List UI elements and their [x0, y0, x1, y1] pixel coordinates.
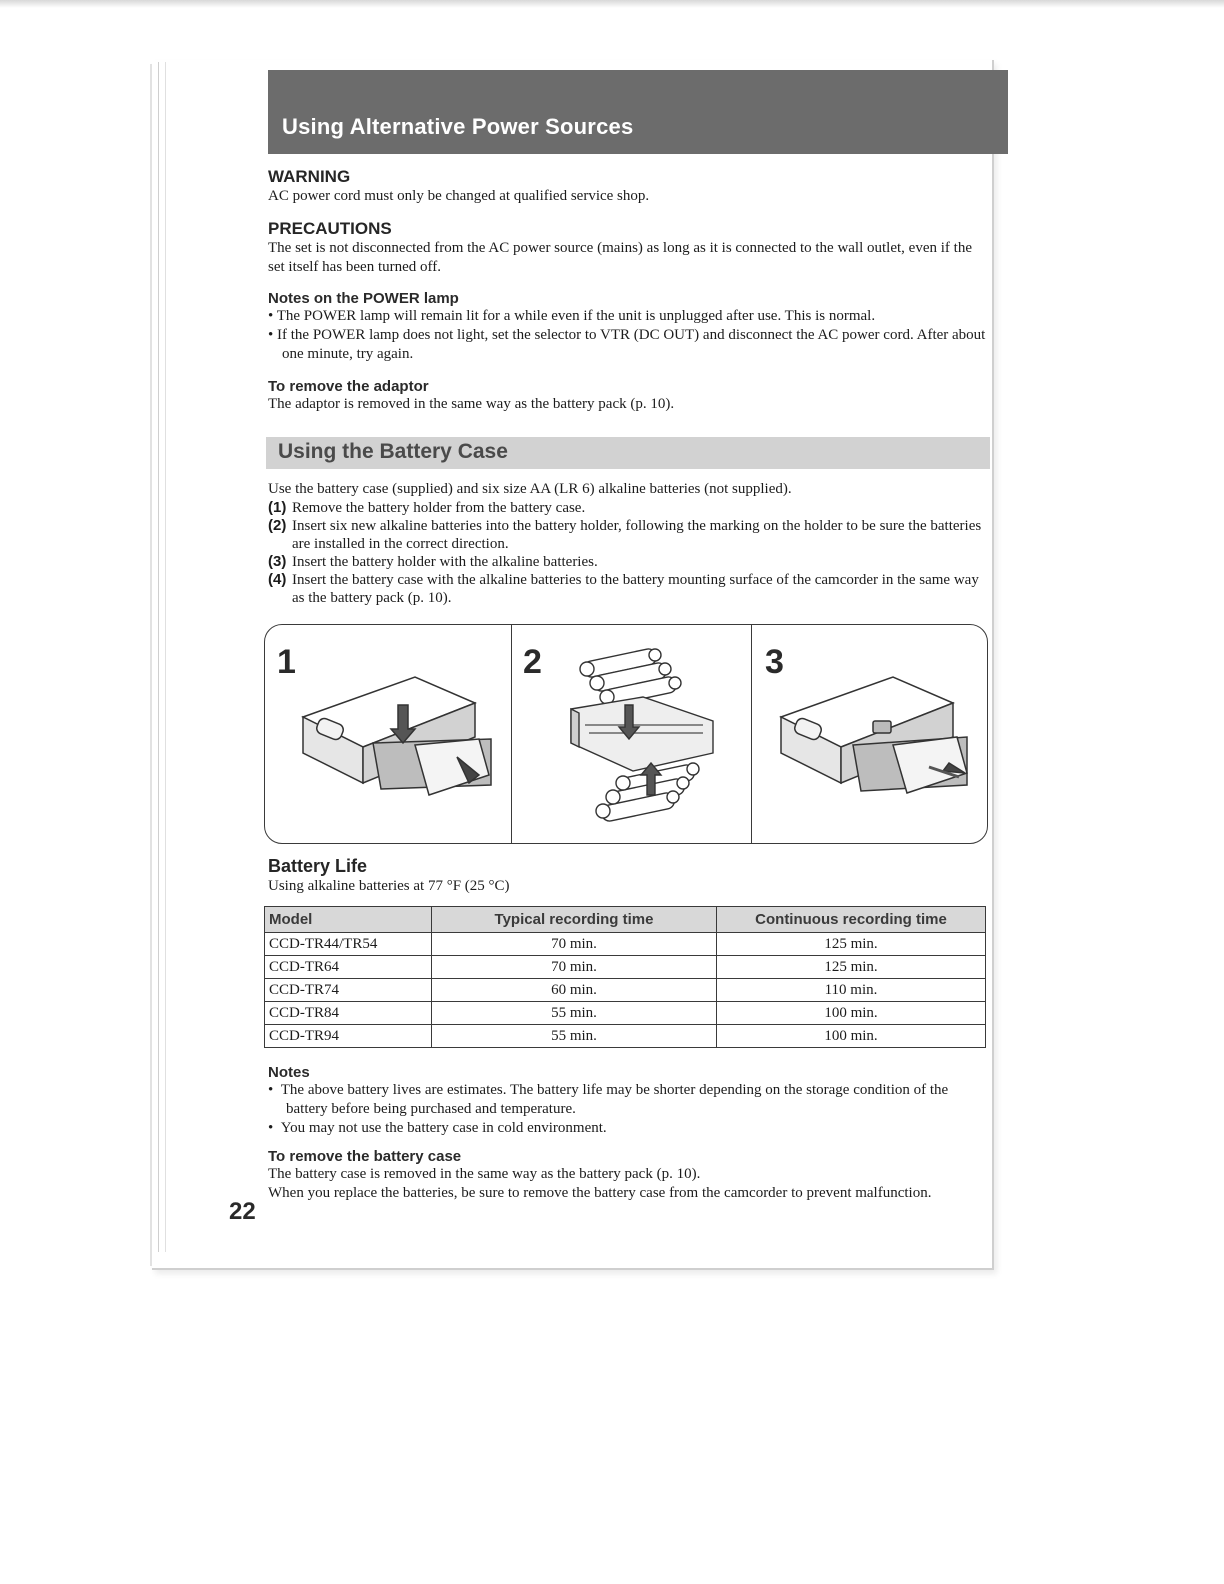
continuous-time-cell: 125 min. — [717, 956, 986, 979]
continuous-time-cell: 100 min. — [717, 1025, 986, 1048]
model-cell: CCD-TR94 — [265, 1025, 432, 1048]
battery-case-instructions — [268, 480, 988, 607]
figure-panel-1 — [265, 625, 511, 843]
battery-case-intro: Use the battery case (supplied) and six size AA (LR 6) alkaline batteries (not supplied). — [268, 481, 792, 497]
battery-life-table-wrap — [264, 906, 986, 1048]
continuous-time-cell: 110 min. — [717, 979, 986, 1002]
warning-text: AC power cord must only be changed at qualified service shop. — [268, 188, 650, 204]
remove-adaptor-section — [268, 378, 988, 414]
column-header: Model — [265, 907, 432, 933]
typical-time-cell: 55 min. — [432, 1025, 717, 1048]
remove-battery-case-section — [268, 1148, 988, 1203]
list-item: • If the POWER lamp does not light, set the selector to VTR (DC OUT) and disconnect the AC power cord. After about one minute, try again. — [268, 327, 986, 362]
panel-number: 1 — [277, 643, 296, 681]
column-header: Continuous recording time — [717, 907, 986, 933]
step-item: (3) Insert the battery holder with the alkaline batteries. — [268, 553, 598, 570]
power-lamp-heading: Notes on the POWER lamp — [268, 290, 459, 307]
model-cell: CCD-TR74 — [265, 979, 432, 1002]
list-item: • The above battery lives are estimates. The battery life may be shorter depending on the storage condition of the battery before being purchased and temperature. — [268, 1082, 949, 1117]
continuous-time-cell: 125 min. — [717, 933, 986, 956]
model-cell: CCD-TR64 — [265, 956, 432, 979]
panel-number: 2 — [523, 643, 542, 681]
typical-time-cell: 55 min. — [432, 1002, 717, 1025]
column-header: Typical recording time — [432, 907, 717, 933]
typical-time-cell: 60 min. — [432, 979, 717, 1002]
model-cell: CCD-TR84 — [265, 1002, 432, 1025]
list-item: • You may not use the battery case in cold environment. — [268, 1120, 607, 1136]
section-title: Using the Battery Case — [278, 440, 508, 463]
battery-life-section — [268, 856, 988, 896]
warning-heading: WARNING — [268, 167, 351, 186]
table-row — [265, 1002, 986, 1025]
step-item: (2) Insert six new alkaline batteries into the battery holder, following the marking on the holder to be sure the batteries are installed in the correct direction. — [268, 517, 982, 552]
warning-section — [268, 167, 988, 206]
panel-number: 3 — [765, 643, 784, 681]
precautions-section — [268, 219, 988, 277]
page-number: 22 — [229, 1198, 256, 1225]
battery-case-illustration — [264, 624, 988, 844]
page-title: Using Alternative Power Sources — [282, 114, 634, 139]
notes-heading: Notes — [268, 1064, 310, 1081]
battery-case-icon — [265, 625, 511, 843]
battery-case-inserted-icon — [753, 625, 987, 843]
step-item: (1) Remove the battery holder from the battery case. — [268, 499, 586, 516]
table-row — [265, 979, 986, 1002]
remove-adaptor-heading: To remove the adaptor — [268, 378, 429, 395]
header-band — [268, 70, 1008, 154]
precautions-text: The set is not disconnected from the AC power source (mains) as long as it is connected to the wall outlet, even if the set itself has been turned off. — [268, 240, 972, 275]
battery-life-heading: Battery Life — [268, 856, 368, 876]
figure-panel-3 — [753, 625, 987, 843]
model-cell: CCD-TR44/TR54 — [265, 933, 432, 956]
remove-battery-case-warning: When you replace the batteries, be sure to remove the battery case from the camcorder to prevent malfunction. — [268, 1185, 932, 1201]
table-row — [265, 956, 986, 979]
step-item: (4) Insert the battery case with the alkaline batteries to the battery mounting surface of the camcorder in the same way as the battery pack (p. 10). — [268, 571, 979, 606]
battery-life-table — [264, 906, 986, 1048]
remove-battery-case-heading: To remove the battery case — [268, 1148, 462, 1165]
continuous-time-cell: 100 min. — [717, 1002, 986, 1025]
table-header-row — [265, 907, 986, 933]
table-row — [265, 933, 986, 956]
typical-time-cell: 70 min. — [432, 933, 717, 956]
figure-panel-2 — [513, 625, 751, 843]
table-row — [265, 1025, 986, 1048]
list-item: • The POWER lamp will remain lit for a while even if the unit is unplugged after use. This is normal. — [268, 308, 876, 324]
power-lamp-notes — [268, 290, 988, 364]
notes-section — [268, 1064, 988, 1138]
scan-edge — [0, 0, 1224, 8]
battery-life-subtitle: Using alkaline batteries at 77 °F (25 °C) — [268, 878, 510, 894]
battery-holder-icon — [513, 625, 751, 843]
remove-battery-case-text: The battery case is removed in the same way as the battery pack (p. 10). — [268, 1166, 701, 1182]
remove-adaptor-text: The adaptor is removed in the same way as the battery pack (p. 10). — [268, 396, 675, 412]
typical-time-cell: 70 min. — [432, 956, 717, 979]
precautions-heading: PRECAUTIONS — [268, 219, 392, 238]
